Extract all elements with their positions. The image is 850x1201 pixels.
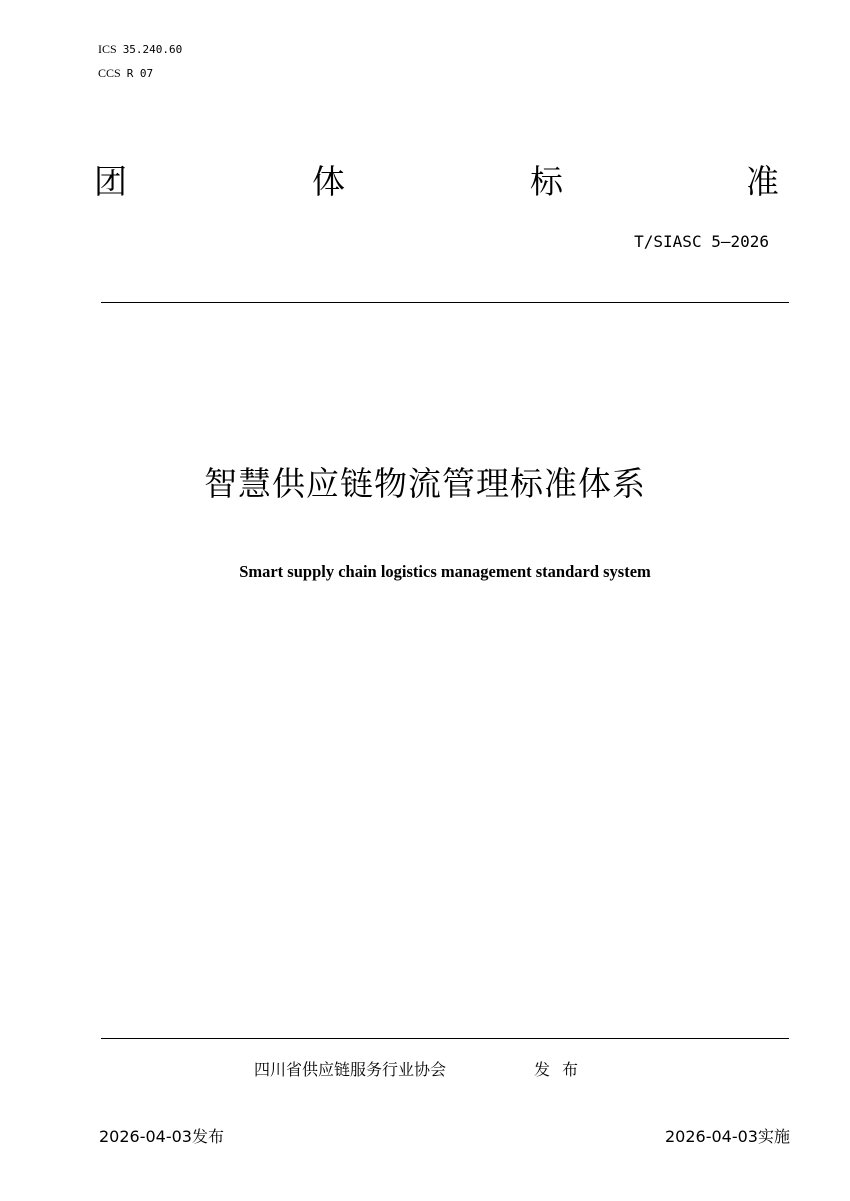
ics-value: 35.240.60 xyxy=(122,43,183,56)
bottom-divider xyxy=(101,1038,789,1039)
standard-type-char-3: 标 xyxy=(530,162,563,201)
issue-date xyxy=(99,1126,224,1148)
implement-date xyxy=(665,1126,790,1148)
ics-code xyxy=(98,42,182,57)
top-divider xyxy=(101,302,789,303)
issue-date-label: 发布 xyxy=(191,1127,224,1146)
title-english: Smart supply chain logistics management standard system xyxy=(239,562,651,581)
standard-type-char-4: 准 xyxy=(746,162,779,201)
standard-type-char-1: 团 xyxy=(94,162,127,201)
ccs-value: R 07 xyxy=(126,67,154,80)
issue-date-value: 2026-04-03 xyxy=(99,1127,192,1146)
standard-type-char-2: 体 xyxy=(312,162,345,201)
standard-number: T/SIASC 5—2026 xyxy=(634,232,769,251)
publisher-name: 四川省供应链服务行业协会 xyxy=(254,1060,447,1079)
title-chinese: 智慧供应链物流管理标准体系 xyxy=(204,464,646,503)
ccs-code xyxy=(98,66,153,81)
implement-date-value: 2026-04-03 xyxy=(665,1127,758,1146)
implement-date-label: 实施 xyxy=(757,1127,790,1146)
ccs-label: CCS xyxy=(98,66,121,80)
publish-action: 发布 xyxy=(534,1060,591,1079)
ics-label: ICS xyxy=(98,42,117,56)
